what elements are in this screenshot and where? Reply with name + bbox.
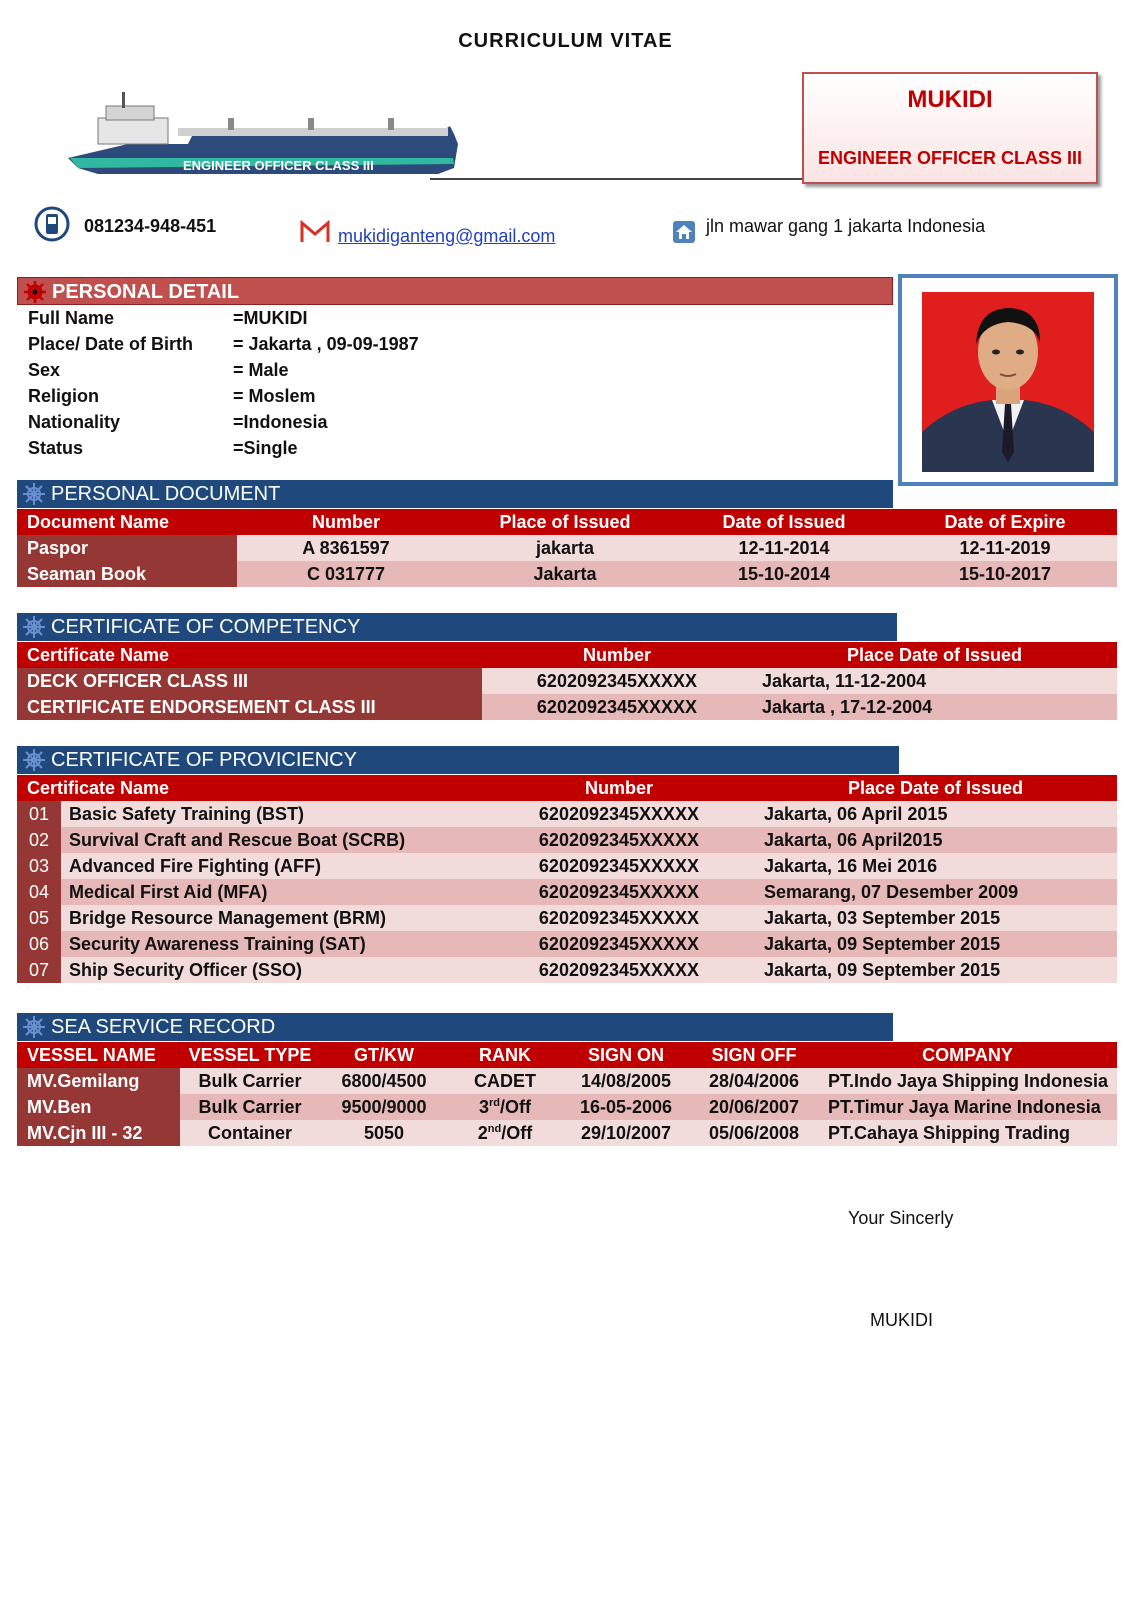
company-name: PT.Cahaya Shipping Trading: [818, 1120, 1117, 1146]
table-header-row: [17, 642, 1117, 668]
document-name: Seaman Book: [17, 561, 237, 587]
row-number: 07: [17, 957, 61, 983]
vessel-gt-kw: 5050: [320, 1120, 448, 1146]
ship-illustration: [58, 88, 468, 184]
certificate-name: CERTIFICATE ENDORSEMENT CLASS III: [17, 694, 482, 720]
col-place-date: Place Date of Issued: [754, 775, 1117, 801]
wheel-icon: [23, 1016, 45, 1038]
wheel-icon: [23, 749, 45, 771]
certificate-place-date: Jakarta, 09 September 2015: [754, 957, 1117, 983]
email-link[interactable]: mukidiganteng@gmail.com: [338, 226, 556, 246]
personal-detail-heading: [17, 277, 893, 305]
company-name: PT.Indo Jaya Shipping Indonesia: [818, 1068, 1117, 1094]
page-title: CURRICULUM VITAE: [458, 30, 673, 52]
certificate-place-date: Jakarta, 06 April 2015: [754, 801, 1117, 827]
vessel-name: MV.Gemilang: [17, 1068, 180, 1094]
detail-value-birth: = Jakarta , 09-09-1987: [233, 334, 419, 354]
sign-off-date: 05/06/2008: [690, 1120, 818, 1146]
table-row: [17, 853, 1117, 879]
personal-document-heading: [17, 480, 893, 508]
section-title: CERTIFICATE OF PROVICIENCY: [51, 749, 357, 771]
certificate-name: Security Awareness Training (SAT): [61, 931, 484, 957]
personal-document-table: [17, 509, 1117, 587]
col-date-expire: Date of Expire: [893, 509, 1117, 535]
detail-value-nationality: =Indonesia: [233, 412, 328, 432]
col-number: Number: [484, 775, 754, 801]
vessel-rank: CADET: [448, 1068, 562, 1094]
certificate-name: Survival Craft and Rescue Boat (SCRB): [61, 827, 484, 853]
certificate-number: 6202092345XXXXX: [482, 694, 752, 720]
col-certificate-name: Certificate Name: [17, 775, 484, 801]
portrait-illustration: [922, 292, 1094, 472]
certificate-place-date: Jakarta, 16 Mei 2016: [754, 853, 1117, 879]
table-row: [17, 1120, 1117, 1146]
ship-banner-text: ENGINEER OFFICER CLASS III: [183, 158, 374, 173]
mail-icon: [300, 220, 330, 244]
sea-service-table: [17, 1042, 1117, 1146]
table-row: [17, 668, 1117, 694]
table-row: [17, 1094, 1117, 1120]
address-text: jln mawar gang 1 jakarta Indonesia: [706, 216, 986, 236]
proficiency-heading: [17, 746, 899, 774]
certificate-name: Basic Safety Training (BST): [61, 801, 484, 827]
detail-label-full-name: Full Name: [28, 308, 115, 328]
certificate-place-date: Jakarta, 09 September 2015: [754, 931, 1117, 957]
col-vessel-type: VESSEL TYPE: [180, 1042, 320, 1068]
document-expire: 12-11-2019: [893, 535, 1117, 561]
certificate-number: 6202092345XXXXX: [484, 827, 754, 853]
sign-off-date: 28/04/2006: [690, 1068, 818, 1094]
detail-value-status: =Single: [233, 438, 298, 458]
table-row: [17, 561, 1117, 587]
certificate-place-date: Semarang, 07 Desember 2009: [754, 879, 1117, 905]
vessel-gt-kw: 6800/4500: [320, 1068, 448, 1094]
certificate-place-date: Jakarta, 03 September 2015: [754, 905, 1117, 931]
table-row: [17, 879, 1117, 905]
sea-service-heading: [17, 1013, 893, 1041]
certificate-number: 6202092345XXXXX: [484, 957, 754, 983]
col-date-issued: Date of Issued: [675, 509, 893, 535]
col-document-name: Document Name: [17, 509, 237, 535]
header-rule: [430, 178, 802, 180]
certificate-name: Advanced Fire Fighting (AFF): [61, 853, 484, 879]
detail-value-sex: = Male: [233, 360, 289, 380]
wheel-icon: [23, 616, 45, 638]
profile-photo: [898, 274, 1118, 486]
section-title: CERTIFICATE OF COMPETENCY: [51, 616, 361, 638]
col-place-date: Place Date of Issued: [752, 642, 1117, 668]
document-number: C 031777: [237, 561, 455, 587]
vessel-name: MV.Ben: [17, 1094, 180, 1120]
certificate-name: DECK OFFICER CLASS III: [17, 668, 482, 694]
certificate-number: 6202092345XXXXX: [484, 905, 754, 931]
table-row: [17, 827, 1117, 853]
document-place: jakarta: [455, 535, 675, 561]
candidate-rank: ENGINEER OFFICER CLASS III: [817, 148, 1083, 168]
row-number: 04: [17, 879, 61, 905]
vessel-gt-kw: 9500/9000: [320, 1094, 448, 1120]
certificate-name: Ship Security Officer (SSO): [61, 957, 484, 983]
document-number: A 8361597: [237, 535, 455, 561]
detail-label-sex: Sex: [28, 360, 61, 380]
col-place-issued: Place of Issued: [455, 509, 675, 535]
section-title: PERSONAL DOCUMENT: [51, 483, 281, 505]
col-certificate-name: Certificate Name: [17, 642, 482, 668]
col-sign-on: SIGN ON: [562, 1042, 690, 1068]
col-company: COMPANY: [818, 1042, 1117, 1068]
closing-salutation: Your Sincerly: [848, 1208, 954, 1228]
sign-on-date: 14/08/2005: [562, 1068, 690, 1094]
document-place: Jakarta: [455, 561, 675, 587]
row-number: 03: [17, 853, 61, 879]
sign-on-date: 29/10/2007: [562, 1120, 690, 1146]
company-name: PT.Timur Jaya Marine Indonesia: [818, 1094, 1117, 1120]
vessel-type: Bulk Carrier: [180, 1068, 320, 1094]
document-expire: 15-10-2017: [893, 561, 1117, 587]
certificate-number: 6202092345XXXXX: [484, 801, 754, 827]
vessel-name: MV.Cjn III - 32: [17, 1120, 180, 1146]
sign-off-date: 20/06/2007: [690, 1094, 818, 1120]
detail-label-nationality: Nationality: [28, 412, 121, 432]
section-title: SEA SERVICE RECORD: [51, 1016, 276, 1038]
phone-icon: [34, 206, 70, 242]
certificate-name: Bridge Resource Management (BRM): [61, 905, 484, 931]
table-header-row: [17, 509, 1117, 535]
competency-heading: [17, 613, 897, 641]
table-row: [17, 1068, 1117, 1094]
row-number: 01: [17, 801, 61, 827]
competency-table: [17, 642, 1117, 720]
certificate-number: 6202092345XXXXX: [484, 931, 754, 957]
document-issued: 15-10-2014: [675, 561, 893, 587]
detail-value-religion: = Moslem: [233, 386, 316, 406]
vessel-type: Container: [180, 1120, 320, 1146]
vessel-rank: 2nd/Off: [448, 1120, 562, 1146]
vessel-rank: 3rd/Off: [448, 1094, 562, 1120]
vessel-type: Bulk Carrier: [180, 1094, 320, 1120]
sign-on-date: 16-05-2006: [562, 1094, 690, 1120]
col-number: Number: [237, 509, 455, 535]
document-name: Paspor: [17, 535, 237, 561]
home-icon: [672, 220, 696, 244]
detail-value-full-name: =MUKIDI: [233, 308, 308, 328]
table-header-row: [17, 1042, 1117, 1068]
certificate-place-date: Jakarta, 06 April2015: [754, 827, 1117, 853]
row-number: 02: [17, 827, 61, 853]
row-number: 06: [17, 931, 61, 957]
detail-label-birth: Place/ Date of Birth: [28, 334, 194, 354]
table-row: [17, 801, 1117, 827]
table-row: [17, 931, 1117, 957]
certificate-name: Medical First Aid (MFA): [61, 879, 484, 905]
name-box: [802, 72, 1098, 184]
wheel-icon: [24, 281, 46, 303]
section-title: PERSONAL DETAIL: [52, 281, 240, 303]
certificate-number: 6202092345XXXXX: [484, 879, 754, 905]
col-vessel-name: VESSEL NAME: [17, 1042, 180, 1068]
certificate-number: 6202092345XXXXX: [484, 853, 754, 879]
candidate-name: MUKIDI: [907, 86, 993, 113]
table-header-row: [17, 775, 1117, 801]
detail-label-status: Status: [28, 438, 84, 458]
certificate-place-date: Jakarta, 11-12-2004: [752, 668, 1117, 694]
table-row: [17, 957, 1117, 983]
certificate-place-date: Jakarta , 17-12-2004: [752, 694, 1117, 720]
row-number: 05: [17, 905, 61, 931]
col-rank: RANK: [448, 1042, 562, 1068]
table-row: [17, 905, 1117, 931]
certificate-number: 6202092345XXXXX: [482, 668, 752, 694]
document-issued: 12-11-2014: [675, 535, 893, 561]
wheel-icon: [23, 483, 45, 505]
proficiency-table: [17, 775, 1117, 983]
col-sign-off: SIGN OFF: [690, 1042, 818, 1068]
col-gt-kw: GT/KW: [320, 1042, 448, 1068]
phone-number: 081234-948-451: [84, 216, 217, 236]
detail-label-religion: Religion: [28, 386, 99, 406]
table-row: [17, 535, 1117, 561]
col-number: Number: [482, 642, 752, 668]
table-row: [17, 694, 1117, 720]
closing-signature: MUKIDI: [870, 1310, 933, 1330]
